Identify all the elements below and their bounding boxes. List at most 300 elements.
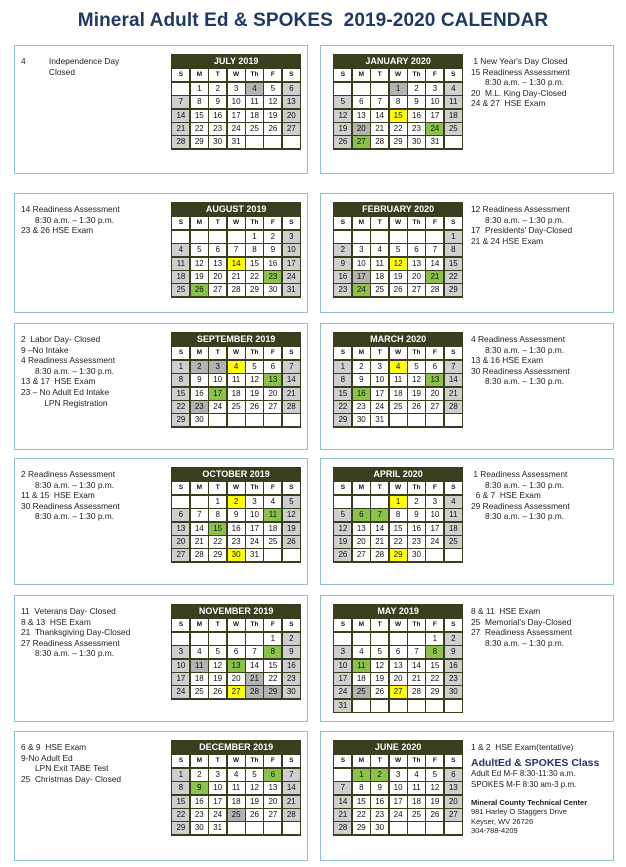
notes-february-2020: 12 Readiness Assessment 8:30 a.m. – 1:30 p.m. 17 Presidents' Day-Closed 21 & 24 HSE Exam <box>471 204 573 246</box>
calendar-day: 20 <box>209 271 226 283</box>
calendar-day: 28 <box>283 809 300 821</box>
calendar-day: 18 <box>228 388 245 400</box>
calendar-day: 30 <box>371 822 388 834</box>
program-title: AdultEd & SPOKES Class <box>471 757 600 769</box>
calendar-day: 24 <box>390 809 407 821</box>
calendar-day: 12 <box>371 660 388 672</box>
calendar-day: 18 <box>408 796 425 808</box>
weekday-label: W <box>228 217 245 229</box>
calendar-day: 1 <box>334 361 351 373</box>
calendar-day: 28 <box>283 401 300 413</box>
calendar-day: 21 <box>334 809 351 821</box>
calendar-day: 22 <box>390 123 407 135</box>
calendar-day: 15 <box>426 660 443 672</box>
calendar-blank <box>426 231 443 243</box>
calendar-day: 24 <box>426 123 443 135</box>
calendar-day: 20 <box>408 271 425 283</box>
calendar-day: 7 <box>371 96 388 108</box>
calendar-title-july-2019: JULY 2019 <box>171 54 301 68</box>
calendar-day: 15 <box>390 110 407 122</box>
calendar-blank <box>228 231 245 243</box>
calendar-day: 12 <box>334 110 351 122</box>
calendar-day: 4 <box>371 244 388 256</box>
calendar-day: 1 <box>426 633 443 645</box>
calendar-blank <box>445 549 462 561</box>
calendar-november-2019 <box>171 618 301 700</box>
calendar-day: 18 <box>390 388 407 400</box>
weekday-label: S <box>334 619 351 631</box>
calendar-day: 25 <box>191 686 208 698</box>
weekday-label: S <box>283 619 300 631</box>
calendar-day: 18 <box>246 110 263 122</box>
calendar-title-february-2020: FEBRUARY 2020 <box>333 202 463 216</box>
calendar-day: 8 <box>334 374 351 386</box>
calendar-day: 11 <box>353 660 370 672</box>
calendar-day: 5 <box>426 769 443 781</box>
weekday-label: W <box>390 347 407 359</box>
weekday-label: S <box>283 482 300 494</box>
calendar-day: 17 <box>426 523 443 535</box>
calendar-day: 23 <box>191 401 208 413</box>
weekday-label: S <box>334 347 351 359</box>
calendar-day: 18 <box>371 271 388 283</box>
calendar-day: 13 <box>228 660 245 672</box>
calendar-day: 26 <box>246 401 263 413</box>
calendar-day: 12 <box>283 509 300 521</box>
calendar-day: 13 <box>408 258 425 270</box>
weekday-label: S <box>334 755 351 767</box>
calendar-day: 15 <box>246 258 263 270</box>
calendar-day: 28 <box>246 686 263 698</box>
calendar-day: 8 <box>172 374 189 386</box>
calendar-day: 16 <box>408 110 425 122</box>
calendar-blank <box>426 414 443 426</box>
calendar-day: 22 <box>209 536 226 548</box>
calendar-day: 27 <box>426 401 443 413</box>
calendar-day: 20 <box>172 536 189 548</box>
calendar-day: 4 <box>445 83 462 95</box>
calendar-day: 27 <box>209 284 226 296</box>
calendar-blank <box>283 822 300 834</box>
calendar-day: 21 <box>445 388 462 400</box>
calendar-day: 2 <box>334 244 351 256</box>
calendar-day: 1 <box>172 361 189 373</box>
month-box <box>14 595 308 722</box>
weekday-label: F <box>264 755 281 767</box>
calendar-day: 9 <box>334 258 351 270</box>
calendar-day: 30 <box>283 686 300 698</box>
calendar-day: 9 <box>209 96 226 108</box>
month-box <box>320 193 614 313</box>
calendar-day: 9 <box>191 782 208 794</box>
weekday-label: S <box>283 217 300 229</box>
calendar-day: 27 <box>264 809 281 821</box>
calendar-day: 13 <box>264 782 281 794</box>
calendar-day: 24 <box>371 401 388 413</box>
calendar-blank <box>172 496 189 508</box>
weekday-label: T <box>209 217 226 229</box>
calendar-day: 13 <box>172 523 189 535</box>
calendar-day: 15 <box>172 796 189 808</box>
calendar-day: 20 <box>390 673 407 685</box>
calendar-day: 1 <box>264 633 281 645</box>
calendar-day: 25 <box>353 686 370 698</box>
weekday-label: T <box>371 619 388 631</box>
calendar-day: 20 <box>353 123 370 135</box>
calendar-day: 25 <box>228 809 245 821</box>
calendar-day: 26 <box>408 401 425 413</box>
calendar-blank <box>246 414 263 426</box>
calendar-day: 21 <box>408 673 425 685</box>
calendar-day: 8 <box>209 509 226 521</box>
notes-august-2019: 14 Readiness Assessment 8:30 a.m. – 1:30 p.m. 23 & 26 HSE Exam <box>21 204 120 236</box>
calendar-day: 4 <box>228 769 245 781</box>
calendar-day: 29 <box>209 549 226 561</box>
weekday-label: Th <box>408 217 425 229</box>
calendar-blank <box>445 700 462 712</box>
calendar-day: 12 <box>191 258 208 270</box>
calendar-day: 20 <box>426 388 443 400</box>
calendar-day: 10 <box>283 244 300 256</box>
calendar-blank <box>264 414 281 426</box>
calendar-day: 30 <box>209 136 226 148</box>
calendar-day: 8 <box>390 509 407 521</box>
notes-september-2019: 2 Labor Day- Closed 9 –No Intake 4 Readiness Assessment 8:30 a.m. – 1:30 p.m. 13 & 17 HSE Exam 23 – No Adult Ed Intake LPN Registration <box>21 334 116 408</box>
calendar-day: 5 <box>191 244 208 256</box>
calendar-day: 27 <box>283 123 300 135</box>
calendar-day: 19 <box>264 110 281 122</box>
calendar-day: 4 <box>228 361 245 373</box>
calendar-day: 26 <box>246 809 263 821</box>
weekday-label: S <box>334 217 351 229</box>
calendar-may-2019 <box>333 618 463 713</box>
calendar-day: 1 <box>390 496 407 508</box>
calendar-day: 13 <box>264 374 281 386</box>
calendar-day: 22 <box>426 673 443 685</box>
calendar-day: 7 <box>334 782 351 794</box>
calendar-day: 14 <box>445 374 462 386</box>
calendar-day: 30 <box>408 549 425 561</box>
weekday-label: F <box>426 217 443 229</box>
month-box <box>14 193 308 313</box>
calendar-day: 13 <box>353 523 370 535</box>
calendar-day: 19 <box>246 388 263 400</box>
calendar-day: 15 <box>209 523 226 535</box>
calendar-blank <box>209 231 226 243</box>
calendar-blank <box>172 83 189 95</box>
calendar-day: 10 <box>334 660 351 672</box>
calendar-day: 21 <box>371 123 388 135</box>
calendar-day: 13 <box>283 96 300 108</box>
calendar-blank <box>408 633 425 645</box>
calendar-day: 5 <box>334 96 351 108</box>
calendar-day: 28 <box>371 136 388 148</box>
calendar-day: 11 <box>264 509 281 521</box>
calendar-day: 15 <box>264 660 281 672</box>
weekday-label: M <box>353 69 370 81</box>
calendar-day: 21 <box>246 673 263 685</box>
calendar-day: 23 <box>283 673 300 685</box>
calendar-blank <box>172 633 189 645</box>
weekday-label: F <box>426 482 443 494</box>
calendar-day: 29 <box>264 686 281 698</box>
calendar-day: 9 <box>445 646 462 658</box>
weekday-label: M <box>191 755 208 767</box>
calendar-day: 11 <box>445 509 462 521</box>
calendar-day: 2 <box>283 633 300 645</box>
calendar-day: 22 <box>390 536 407 548</box>
calendar-day: 30 <box>228 549 245 561</box>
calendar-blank <box>390 231 407 243</box>
calendar-blank <box>228 822 245 834</box>
calendar-day: 8 <box>445 244 462 256</box>
calendar-day: 26 <box>426 809 443 821</box>
weekday-label: F <box>426 69 443 81</box>
program-hours: Adult Ed M-F 8:30-11:30 a.m. SPOKES M-F 8:30 am-3 p.m. <box>471 769 577 789</box>
calendar-blank <box>445 136 462 148</box>
weekday-label: T <box>371 217 388 229</box>
calendar-day: 7 <box>246 646 263 658</box>
calendar-day: 31 <box>246 549 263 561</box>
calendar-day: 9 <box>353 374 370 386</box>
calendar-day: 7 <box>283 361 300 373</box>
calendar-march-2020 <box>333 346 463 428</box>
calendar-blank <box>390 822 407 834</box>
weekday-label: Th <box>246 619 263 631</box>
calendar-day: 10 <box>228 96 245 108</box>
weekday-label: W <box>228 69 245 81</box>
weekday-label: T <box>209 69 226 81</box>
notes-december-2019: 6 & 9 HSE Exam 9-No Adult Ed LPN Exit TABE Test 25 Christmas Day- Closed <box>21 742 122 784</box>
calendar-day: 4 <box>264 496 281 508</box>
calendar-day: 5 <box>246 361 263 373</box>
calendar-day: 10 <box>390 782 407 794</box>
calendar-day: 5 <box>283 496 300 508</box>
weekday-label: W <box>228 482 245 494</box>
calendar-day: 11 <box>408 782 425 794</box>
notes-october-2019: 2 Readiness Assessment 8:30 a.m. – 1:30 p.m. 11 & 15 HSE Exam 30 Readiness Assessment 8:30 a.m. – 1:30 p.m. <box>21 469 120 522</box>
calendar-blank <box>283 549 300 561</box>
calendar-title-august-2019: AUGUST 2019 <box>171 202 301 216</box>
weekday-label: T <box>209 347 226 359</box>
weekday-label: S <box>172 347 189 359</box>
calendar-day: 23 <box>353 401 370 413</box>
calendar-day: 2 <box>191 769 208 781</box>
calendar-september-2019 <box>171 346 301 428</box>
calendar-day: 23 <box>408 536 425 548</box>
calendar-day: 5 <box>390 244 407 256</box>
weekday-label: S <box>445 619 462 631</box>
calendar-day: 19 <box>408 388 425 400</box>
calendar-day: 28 <box>334 822 351 834</box>
calendar-day: 7 <box>426 244 443 256</box>
calendar-december-2019 <box>171 754 301 836</box>
calendar-day: 29 <box>172 822 189 834</box>
calendar-day: 2 <box>353 361 370 373</box>
calendar-day: 14 <box>426 258 443 270</box>
calendar-day: 3 <box>283 231 300 243</box>
calendar-blank <box>408 822 425 834</box>
calendar-day: 18 <box>191 673 208 685</box>
weekday-label: Th <box>408 347 425 359</box>
calendar-day: 21 <box>191 536 208 548</box>
calendar-blank <box>353 83 370 95</box>
weekday-label: S <box>283 755 300 767</box>
calendar-day: 12 <box>246 782 263 794</box>
calendar-day: 8 <box>191 96 208 108</box>
month-box <box>320 458 614 585</box>
calendar-day: 3 <box>172 646 189 658</box>
calendar-day: 28 <box>228 284 245 296</box>
calendar-day: 17 <box>353 271 370 283</box>
calendar-day: 14 <box>408 660 425 672</box>
weekday-label: Th <box>408 482 425 494</box>
calendar-blank <box>283 414 300 426</box>
calendar-title-october-2019: OCTOBER 2019 <box>171 467 301 481</box>
calendar-day: 28 <box>191 549 208 561</box>
calendar-day: 3 <box>334 646 351 658</box>
calendar-day: 2 <box>445 633 462 645</box>
notes-april-2020: 1 Readiness Assessment 8:30 a.m. – 1:30 p.m. 6 & 7 HSE Exam 29 Readiness Assessment 8:30 a.m. – 1:30 p.m. <box>471 469 570 522</box>
calendar-day: 7 <box>191 509 208 521</box>
calendar-day: 26 <box>283 536 300 548</box>
calendar-day: 15 <box>191 110 208 122</box>
notes-march-2020: 4 Readiness Assessment 8:30 a.m. – 1:30 p.m. 13 & 16 HSE Exam 30 Readiness Assessment 8:30 a.m. – 1:30 p.m. <box>471 334 570 387</box>
calendar-day: 12 <box>209 660 226 672</box>
calendar-day: 31 <box>228 136 245 148</box>
weekday-label: M <box>191 482 208 494</box>
calendar-day: 9 <box>408 509 425 521</box>
weekday-label: W <box>228 347 245 359</box>
calendar-day: 9 <box>408 96 425 108</box>
calendar-day: 22 <box>172 401 189 413</box>
weekday-label: Th <box>246 217 263 229</box>
calendar-day: 29 <box>426 686 443 698</box>
calendar-blank <box>209 633 226 645</box>
calendar-july-2019 <box>171 68 301 150</box>
calendar-day: 12 <box>426 782 443 794</box>
calendar-title-december-2019: DECEMBER 2019 <box>171 740 301 754</box>
calendar-day: 25 <box>408 809 425 821</box>
calendar-day: 22 <box>264 673 281 685</box>
weekday-label: F <box>264 347 281 359</box>
calendar-blank <box>191 231 208 243</box>
calendar-day: 25 <box>246 123 263 135</box>
calendar-day: 10 <box>246 509 263 521</box>
calendar-day: 6 <box>264 769 281 781</box>
weekday-label: M <box>191 619 208 631</box>
weekday-label: F <box>426 347 443 359</box>
calendar-day: 20 <box>445 796 462 808</box>
calendar-day: 24 <box>334 686 351 698</box>
calendar-blank <box>445 822 462 834</box>
calendar-day: 18 <box>445 523 462 535</box>
calendar-day: 19 <box>209 673 226 685</box>
weekday-label: M <box>191 69 208 81</box>
calendar-day: 4 <box>390 361 407 373</box>
center-address: 981 Harley O Staggers Drive Keyser, WV 26726 304-788-4209 <box>471 807 567 836</box>
center-name: Mineral County Technical Center <box>471 798 588 808</box>
calendar-day: 4 <box>191 646 208 658</box>
calendar-day: 24 <box>283 271 300 283</box>
calendar-day: 14 <box>334 796 351 808</box>
calendar-day: 16 <box>353 388 370 400</box>
calendar-day: 27 <box>228 686 245 698</box>
calendar-day: 23 <box>191 809 208 821</box>
calendar-day: 14 <box>246 660 263 672</box>
calendar-blank <box>246 822 263 834</box>
calendar-day: 11 <box>228 374 245 386</box>
calendar-day: 29 <box>390 549 407 561</box>
calendar-day: 21 <box>172 123 189 135</box>
weekday-label: S <box>445 217 462 229</box>
calendar-day: 30 <box>445 686 462 698</box>
calendar-day: 24 <box>172 686 189 698</box>
calendar-day: 2 <box>228 496 245 508</box>
calendar-day: 27 <box>264 401 281 413</box>
calendar-day: 17 <box>390 796 407 808</box>
weekday-label: Th <box>246 755 263 767</box>
month-box <box>320 731 614 861</box>
calendar-day: 15 <box>334 388 351 400</box>
calendar-january-2020 <box>333 68 463 150</box>
calendar-day: 17 <box>246 523 263 535</box>
calendar-day: 6 <box>390 646 407 658</box>
calendar-day: 10 <box>209 782 226 794</box>
calendar-day: 20 <box>264 796 281 808</box>
calendar-day: 26 <box>390 284 407 296</box>
calendar-blank <box>371 633 388 645</box>
calendar-day: 3 <box>426 496 443 508</box>
calendar-blank <box>334 769 351 781</box>
calendar-blank <box>228 633 245 645</box>
weekday-label: M <box>353 619 370 631</box>
calendar-day: 18 <box>353 673 370 685</box>
calendar-day: 15 <box>172 388 189 400</box>
weekday-label: T <box>209 755 226 767</box>
calendar-day: 1 <box>172 769 189 781</box>
calendar-blank <box>390 414 407 426</box>
calendar-day: 18 <box>445 110 462 122</box>
calendar-title-january-2020: JANUARY 2020 <box>333 54 463 68</box>
calendar-blank <box>426 700 443 712</box>
calendar-blank <box>445 414 462 426</box>
calendar-day: 19 <box>426 796 443 808</box>
calendar-day: 29 <box>390 136 407 148</box>
weekday-label: Th <box>246 482 263 494</box>
weekday-label: T <box>209 482 226 494</box>
calendar-day: 6 <box>283 83 300 95</box>
calendar-day: 11 <box>172 258 189 270</box>
calendar-blank <box>426 549 443 561</box>
weekday-label: S <box>445 755 462 767</box>
calendar-day: 4 <box>408 769 425 781</box>
weekday-label: S <box>172 619 189 631</box>
calendar-day: 5 <box>209 646 226 658</box>
calendar-day: 22 <box>246 271 263 283</box>
weekday-label: T <box>371 482 388 494</box>
calendar-day: 9 <box>371 782 388 794</box>
weekday-label: F <box>264 217 281 229</box>
calendar-day: 29 <box>353 822 370 834</box>
calendar-day: 19 <box>283 523 300 535</box>
calendar-title-september-2019: SEPTEMBER 2019 <box>171 332 301 346</box>
calendar-day: 19 <box>371 673 388 685</box>
calendar-day: 31 <box>283 284 300 296</box>
page-title: Mineral Adult Ed & SPOKES 2019-2020 CALENDAR <box>77 10 549 31</box>
calendar-blank <box>228 414 245 426</box>
calendar-day: 21 <box>371 536 388 548</box>
